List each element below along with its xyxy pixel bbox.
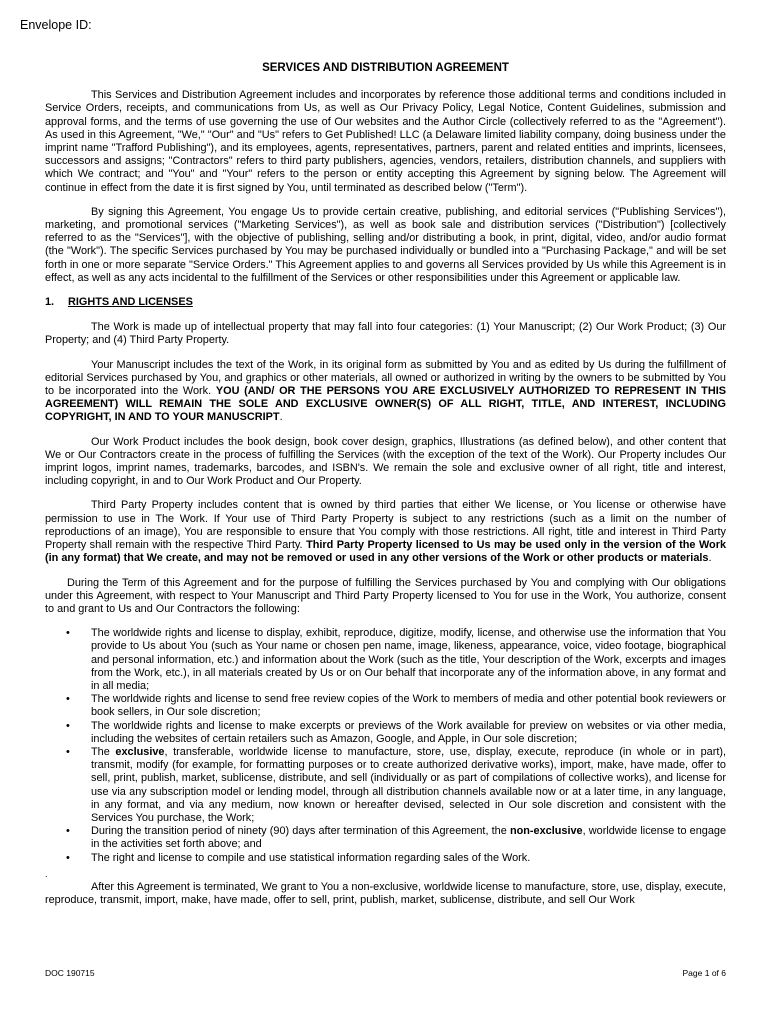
list-item-text: The worldwide rights and license to send free review copies of the Work to members of media and other potential book reviewers or book sellers, in Our sole discretion; [91, 693, 726, 719]
page-number: Page 1 of 6 [682, 968, 726, 978]
paragraph-third-party-property [45, 499, 726, 565]
third-party-end: . [708, 552, 712, 565]
list-item-emphasis: non-exclusive [509, 825, 583, 838]
list-item-text: The worldwide rights and license to display, exhibit, reproduce, digitize, modify, license, and otherwise use the information that You provide to Us about You (such as Your name or chosen pen name, image, likeness, appearance, voice, video footage, biographical and personal information, etc.) and information about the Work (such as the title, Your description of the Work, excerpts and images from the Work, etc.), in all materials created by Us or on Our behalf that incorporate any of the information above, in any format and in all media; [91, 627, 726, 692]
bullet-icon: • [66, 719, 70, 732]
list-item [45, 627, 726, 693]
document-title: SERVICES AND DISTRIBUTION AGREEMENT [262, 62, 509, 74]
list-item-emphasis: exclusive [115, 745, 165, 758]
stray-mark: . [45, 868, 48, 879]
bullet-icon: • [66, 851, 70, 864]
envelope-id-label: Envelope ID: [20, 18, 92, 32]
manuscript-text: Your Manuscript includes the text of the Work, in its original form as submitted by You and as edited by Us during the fulfillment of editorial Services purchased by You, and graphics or other materials, all owned or authorized in writing by the owners to be submitted by You to be incorporated into the Work. [45, 358, 726, 398]
bullet-icon: • [66, 627, 70, 640]
bullet-icon: • [66, 693, 70, 706]
document-id: DOC 190715 [45, 968, 95, 978]
list-item-text: , transferable, worldwide license to manufacture, store, use, display, execute, reproduce (in whole or in part), transmit, modify (for example, for formatting purposes or to create authorized derivative works), import, make, have made, offer to sell, print, publish, market, sublicense, distribute, and sell (individually or as part of compilations of collective works), and license for use via any subscription model or lending model, through all distribution channels available now or at a later time, in any language, in any format, and via any medium, now known or hereafter devised, selected in Our sole discretion and consistent with the Services You purchase, the Work; [91, 745, 727, 824]
paragraph-your-manuscript [45, 359, 726, 425]
list-item [45, 825, 726, 851]
section-number: 1. [45, 296, 55, 309]
manuscript-end: . [279, 411, 283, 424]
list-item [45, 852, 726, 865]
list-item-text: The right and license to compile and use statistical information regarding sales of the Work. [91, 851, 531, 864]
list-item [45, 693, 726, 719]
section-heading [45, 296, 726, 309]
list-item-text: The worldwide rights and license to make excerpts or previews of the Work available for preview on websites or via other media, including the websites of certain retailers such as Amazon, Google, and Apple, in Our sole discretion; [91, 719, 726, 745]
paragraph-post-termination-license: After this Agreement is terminated, We grant to You a non-exclusive, worldwide license to manufacture, store, use, display, execute, reproduce, transmit, import, make, have made, offer to sell, print, publish, market, sublicense, distribute, and sell Our Work [45, 880, 726, 906]
list-item-text: The [91, 745, 116, 758]
third-party-restriction-clause: Third Party Property licensed to Us may be used only in the version of the Work (in any format) that We create, and may not be removed or used in any other versions of the Work or other products or materials [45, 539, 726, 565]
intro-paragraph-2: By signing this Agreement, You engage Us to provide certain creative, publishing, and editorial services ("Publishing Services"), marketing, and promotional services ("Marketing Services"), as well as book sale and distribution services ("Distribution") [collectively referred to as the "Services"], with the objective of publishing, selling and/or distributing a book, in print, digital, video, and/or audio format (the "Work"). The specific Services purchased by You may be purchased individually or bundled into a "Purchasing Package," and will be set forth in one or more separate "Service Orders." This Agreement applies to and governs all Services provided by Us while this Agreement is in effect, as well as any acts incidental to the fulfillment of the Services or other responsibilities under this Agreement or applicable law. [45, 205, 726, 284]
list-item-text: , worldwide license to engage in the activities set forth above; and [91, 825, 726, 851]
paragraph-work-categories: The Work is made up of intellectual property that may fall into four categories: (1) Your Manuscript; (2) Our Work Product; (3) Our Property; and (4) Third Party Property. [45, 321, 726, 347]
section-title: RIGHTS AND LICENSES [68, 296, 193, 309]
paragraph-grant-of-rights: During the Term of this Agreement and for the purpose of fulfilling the Services purchased by You and complying with Our obligations under this Agreement, with respect to Your Manuscript and Third Party Property licensed to You for use in the Work, You authorize, consent to and grant to Us and Our Contractors the following: [45, 576, 726, 615]
rights-list [45, 627, 726, 865]
list-item [45, 746, 726, 825]
paragraph-work-product: Our Work Product includes the book design, book cover design, graphics, Illustrations (as defined below), and other content that We or Our Contractors create in the process of fulfilling the Services (with the exception of the text of the Work). Our Property includes Our imprint logos, imprint names, trademarks, barcodes, and ISBN's. We remain the sole and exclusive owner of all right, title and interest, including copyright, in and to Our Work Product and Our Property. [45, 435, 726, 488]
document-page [45, 62, 726, 918]
bullet-icon: • [66, 745, 70, 758]
bullet-icon: • [66, 825, 70, 838]
third-party-text: Third Party Property includes content that is owned by third parties that either We license, or You license or otherwise have permission to use in The Work. If Your use of Third Party Property is subject to any restrictions (such as a limit on the number of reproductions of an image), You are responsible to ensure that You comply with those restrictions. All right, title and interest in Third Party Property shall remain with the respective Third Party. [45, 499, 726, 552]
intro-paragraph-1: This Services and Distribution Agreement includes and incorporates by reference those additional terms and conditions included in Service Orders, receipts, and communications from Us, as well as Our Privacy Policy, Legal Notice, Content Guidelines, submission and approval forms, and the terms of use governing the use of Our websites and the Author Circle (collectively referred to as the "Agreement"). As used in this Agreement, "We," "Our" and "Us" refers to Get Published! LLC (a Delaware limited liability company, doing business under the imprint name "Trafford Publishing"), and its employees, agents, representatives, partners, parent and related entities and imprints, licensees, successors and assigns; "Contractors" refers to third party publishers, agencies, vendors, retailers, distribution channels, and suppliers with which We contract; and "You" and "Your" refers to the person or entity accepting this Agreement by signing below. The Agreement will continue in effect from the date it is first signed by You, until terminated as described below ("Term"). [45, 89, 726, 194]
manuscript-ownership-clause: YOU (AND/ OR THE PERSONS YOU ARE EXCLUSIVELY AUTHORIZED TO REPRESENT IN THIS AGREEMENT) WILL REMAIN THE SOLE AND EXCLUSIVE OWNER(S) OF ALL RIGHT, TITLE, AND INTEREST, INCLUDING COPYRIGHT, IN AND TO YOUR MANUSCRIPT [45, 385, 726, 424]
list-item-text: During the transition period of ninety (90) days after termination of this Agreement, the [91, 825, 510, 838]
list-item [45, 720, 726, 746]
